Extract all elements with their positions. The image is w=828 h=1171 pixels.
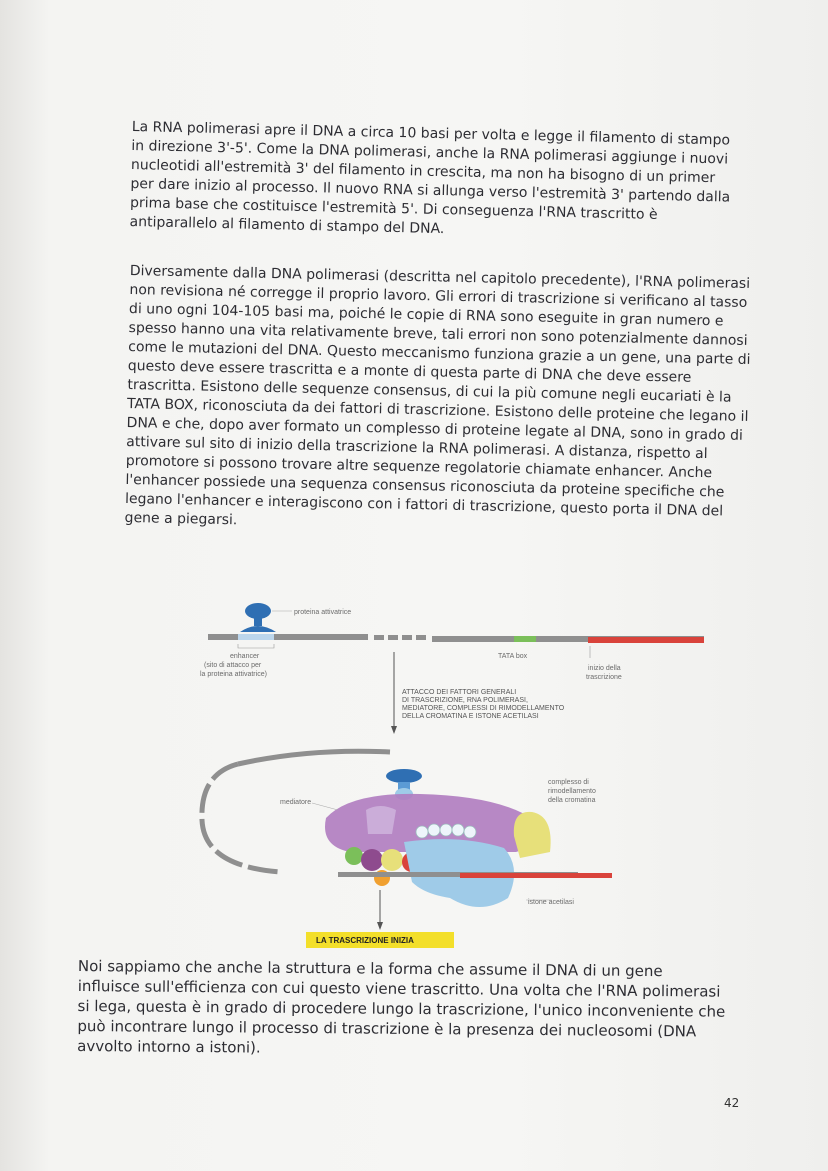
activator-label: proteina attivatrice [294, 609, 352, 616]
tata-box-label: TATA box [498, 653, 528, 660]
transcription-figure [160, 598, 720, 958]
enhancer-label: enhancer [230, 653, 260, 660]
step-line3: MEDIATORE, COMPLESSI DI RIMODELLAMENTO [402, 705, 565, 712]
dna-strand [208, 634, 704, 643]
paragraph-rna-polymerase: La RNA polimerasi apre il DNA a circa 10 basi per volta e legge il filamento di stampo in direzione 3'-5'. Come la DNA polimerasi, anche la RNA polimerasi aggiunge i nuovi nucleotidi all'estremità 3' del filamento in crescita, ma non ha bisogno di un primer per dare inizio al processo. Il nuovo RNA si allunga verso l'estremità 3' partendo dalla prima base che costituisce l'estremità 5'. Di conseguenza l'RNA trascritto è antiparallelo al filamento di stampo del DNA. [129, 118, 731, 238]
mediator-label: mediatore [280, 799, 312, 806]
transcription-diagram [160, 598, 720, 958]
histone-label: istone acetilasi [528, 899, 574, 906]
step-line2: DI TRASCRIZIONE, RNA POLIMERASI, [402, 697, 528, 704]
step-line4: DELLA CROMATINA E ISTONE ACETILASI [402, 713, 539, 720]
paragraph-transcription-regulation: Diversamente dalla DNA polimerasi (descritta nel capitolo precedente), l'RNA polimerasi non revisiona né corregge il proprio lavoro. Gli errori di trascrizione si verificano al tasso di uno ogni 104-105 basi ma, poiché le copie di RNA sono eseguite in gran numero e spesso hanno una vita relativamente breve, tali errori non sono potenzialmente dannosi come le mutazioni del DNA. Questo meccanismo funziona grazie a un gene, una parte di questo deve essere trascritta e a monte di questa parte di DNA che deve essere trascritta. Esistono delle sequenze consensus, di cui la più comune negli eucariati è la TATA BOX, riconosciuta da dei fattori di trascrizione. Esistono delle proteine che legano il DNA e che, dopo aver formato un complesso di proteine legate al DNA, sono in grado di attivare sul sito di inizio della trascrizione la RNA polimerasi. A distanza, rispetto al promotore si possono trovare altre sequenze regolatorie chiamate enhancer. Anche l'enhancer possiede una sequenza consensus riconosciuta da proteine specifiche che legano l'enhancer e interagiscono con i fattori di trascrizione, questo porta il DNA del gene a piegarsi. [124, 262, 751, 529]
paragraph-nucleosomes: Noi sappiamo che anche la struttura e la forma che assume il DNA di un gene influisce sull'efficienza con cui questo viene trascritto. Una volta che l'RNA polimerasi si lega, questa è in grado di procedere lungo la trascrizione, l'unico inconveniente che può incontrare lungo il processo di trascrizione è la presenza dei nucleosomi (DNA avvolto intorno a istoni). [77, 956, 726, 1057]
chromatin-remodeling-complex [514, 812, 551, 858]
transcription-start-segment [588, 637, 704, 643]
enhancer-note-line2: la proteina attivatrice) [200, 671, 267, 678]
tata-box-segment [514, 636, 536, 642]
banner-text: LA TRASCRIZIONE INIZIA [316, 936, 414, 945]
enhancer-note-line1: (sito di attacco per [204, 662, 262, 669]
start-label-line2: trascrizione [586, 674, 622, 681]
activator-protein [240, 603, 276, 632]
remodel-label-line1: complesso di [548, 779, 589, 786]
remodel-label-line3: della cromatina [548, 797, 596, 804]
dna-loop [202, 764, 280, 872]
remodel-label-line2: rimodellamento [548, 788, 596, 795]
page-number: 42 [724, 1096, 740, 1110]
start-label-line1: inizio della [588, 665, 621, 672]
step-line1: ATTACCO DEI FATTORI GENERALI [402, 689, 517, 696]
